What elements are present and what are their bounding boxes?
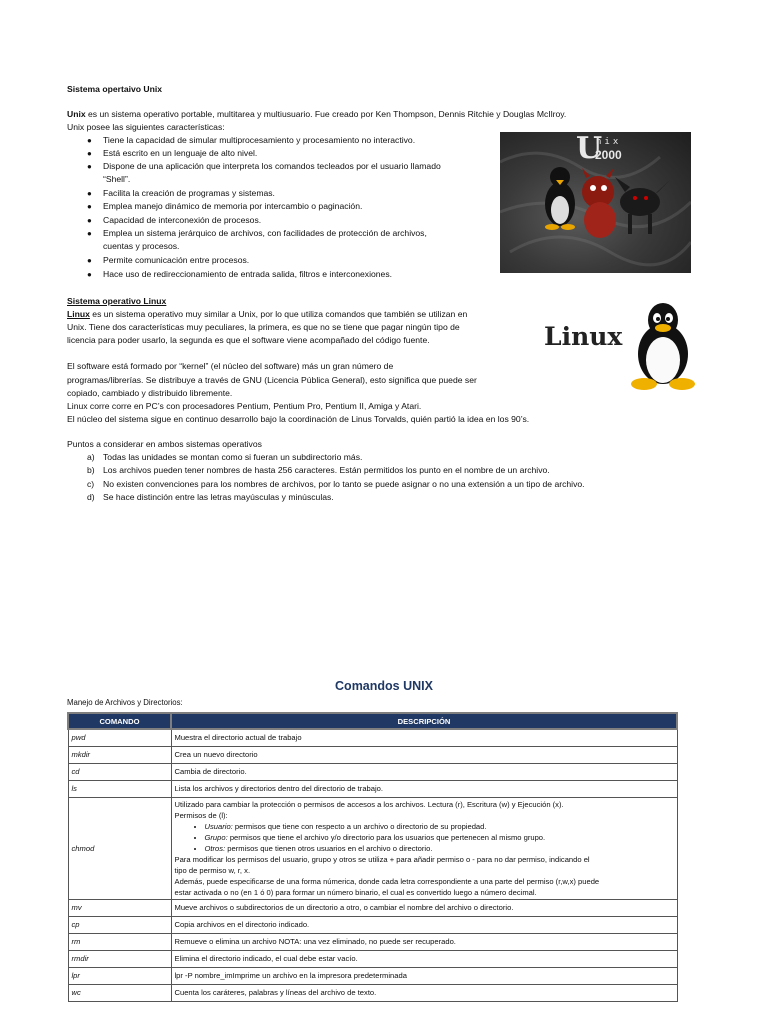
chmod-line: Utilizado para cambiar la protección o permisos de accesos a los archivos. Lectura (r), Escritura (w) y Ejecución (x). (174, 799, 564, 809)
list-item-cont: “Shell”. (103, 174, 131, 184)
list-item: Capacidad de interconexión de procesos. (103, 215, 262, 225)
unix-logo-year: 2000 (595, 148, 622, 162)
list-item-cont: cuentas y procesos. (103, 241, 180, 251)
command-cell: cp (68, 916, 171, 933)
unix-logo-u: U (576, 132, 603, 166)
list-item: Permite comunicación entre procesos. (103, 255, 250, 265)
command-cell: cd (68, 763, 171, 780)
command-cell: ls (68, 780, 171, 797)
linux-line: copiado, cambiado y distribuido libremente. (67, 388, 233, 398)
list-item: Está escrito en un lenguaje de alto nivel. (103, 148, 258, 158)
commands-subtitle: Manejo de Archivos y Directorios: (67, 698, 183, 707)
list-item: Tiene la capacidad de simular multiprocesamiento y procesamiento no interactivo. (103, 135, 416, 145)
list-marker: d) (87, 492, 95, 502)
unix-title: Sistema opertaivo Unix (67, 84, 163, 94)
header-description: DESCRIPCIÓN (171, 713, 677, 729)
description-cell: Remueve o elimina un archivo NOTA: una vez eliminado, no puede ser recuperado. (171, 933, 677, 950)
perm-text: permisos que tiene con respecto a un archivo o directorio de su propiedad. (232, 821, 487, 831)
description-cell: Cambia de directorio. (171, 763, 677, 780)
bullet: ● (87, 216, 92, 225)
chmod-line: Permisos de (l): (174, 810, 228, 820)
description-cell: Muestra el directorio actual de trabajo (171, 729, 677, 746)
bullet: ● (87, 136, 92, 145)
chmod-line: Para modificar los permisos del usuario, grupo y otros se utiliza + para añadir permiso o - para no dar permiso, indicando el (174, 854, 590, 864)
command-cell: pwd (68, 729, 171, 746)
list-item: Todas las unidades se montan como si fueran un subdirectorio más. (103, 452, 363, 462)
table-header-row (68, 713, 677, 729)
list-item (205, 821, 674, 832)
bullet: ● (87, 162, 92, 171)
commands-table (67, 712, 678, 1002)
table-row (68, 763, 677, 780)
list-item: Se hace distinción entre las letras mayúsculas y minúsculas. (103, 492, 334, 502)
description-cell: Lista los archivos y directorios dentro del directorio de trabajo. (171, 780, 677, 797)
list-item: Emplea manejo dinámico de memoria por intercambio o paginación. (103, 201, 363, 211)
command-cell: mv (68, 899, 171, 916)
linux-line: Unix. Tiene dos características muy peculiares, la primera, es que no se tiene que pagar ningún tipo de (67, 322, 460, 332)
header-command: COMANDO (68, 713, 171, 729)
unix-logo-text: nix (596, 137, 622, 147)
bullet: ● (87, 202, 92, 211)
chmod-line: tipo de permiso w, r, x. (174, 865, 251, 875)
linux-line: Linux corre corre en PC’s con procesadores Pentium, Pentium Pro, Pentium II, Amiga y Atari. (67, 401, 422, 411)
perm-label: Usuario: (204, 821, 233, 831)
bullet: ● (87, 189, 92, 198)
list-item: No existen convenciones para los nombres de archivos, por lo tanto se puede asignar o no una extensión a un tipo de archivo. (103, 479, 585, 489)
chmod-line: Además, puede especificarse de una forma númerica, donde cada letra correspondiente a una parte del permiso (r,w,x) puede (174, 876, 600, 886)
unix-intro-rest: es un sistema operativo portable, multitarea y multiusuario. Fue creado por Ken Thompson, Dennis Ritchie y Douglas McIlroy. (85, 109, 567, 119)
unix-features-intro: Unix posee las siguientes características: (67, 122, 225, 132)
linux-line: licencia para poder usarlo, la segunda es que el software viene acompañado del código fuente. (67, 335, 430, 345)
linux-line-rest: es un sistema operativo muy similar a Unix, por lo que utiliza comandos que también se utilizan en (89, 309, 468, 319)
unix-intro-bold: Unix (67, 109, 86, 119)
linux-line (67, 308, 467, 321)
list-item: Emplea un sistema jerárquico de archivos, con facilidades de protección de archivos, (103, 228, 427, 238)
table-row (68, 899, 677, 916)
linux-logo (538, 300, 702, 392)
description-cell: Elimina el directorio indicado, el cual debe estar vacío. (171, 950, 677, 967)
list-item (205, 843, 674, 854)
linux-lead-word: Linux (67, 309, 90, 319)
command-cell: lpr (68, 967, 171, 984)
perm-label: Grupo: (204, 832, 228, 842)
linux-title: Sistema operativo Linux (67, 296, 167, 306)
command-cell: wc (68, 984, 171, 1001)
command-cell: chmod (68, 797, 171, 899)
chmod-line: estar activada o no (en 1 ó 0) para formar un número binario, el cual es convertido luego a número decimal. (174, 887, 537, 897)
description-cell: Mueve archivos o subdirectorios de un directorio a otro, o cambiar el nombre del archivo o directorio. (171, 899, 677, 916)
unix-2000-image (500, 132, 691, 273)
command-cell: rmdir (68, 950, 171, 967)
description-cell: Crea un nuevo directorio (171, 746, 677, 763)
list-item: Facilita la creación de programas y sistemas. (103, 188, 275, 198)
description-cell: lpr -P nombre_imImprime un archivo en la impresora predeterminada (171, 967, 677, 984)
description-cell: Copia archivos en el directorio indicado. (171, 916, 677, 933)
table-row (68, 916, 677, 933)
linux-line: El núcleo del sistema sigue en continuo desarrollo bajo la coordinación de Linus Torvalds, quién partió la idea en los 90’s. (67, 414, 530, 424)
list-marker: b) (87, 465, 95, 475)
perm-label: Otros: (204, 843, 226, 853)
list-marker: a) (87, 452, 95, 462)
linux-line: programas/librerías. Se distribuye a través de GNU (Licencia Pública General), esto significa que puede ser (67, 375, 477, 385)
perm-text: permisos que tienen otros usuarios en el archivo o directorio. (225, 843, 433, 853)
commands-title: Comandos UNIX (335, 679, 433, 693)
list-item: Hace uso de redireccionamiento de entrada salida, filtros e interconexiones. (103, 269, 393, 279)
table-row (68, 984, 677, 1001)
table-row (68, 746, 677, 763)
table-row (68, 950, 677, 967)
tux-penguin-icon (538, 300, 702, 392)
description-cell (171, 797, 677, 899)
list-marker: c) (87, 479, 95, 489)
table-row (68, 780, 677, 797)
unix-intro (67, 108, 566, 121)
list-item: Dispone de una aplicación que interpreta los comandos tecleados por el usuario llamado (103, 161, 441, 171)
table-row-chmod (68, 797, 677, 899)
list-item: Los archivos pueden tener nombres de hasta 256 caracteres. Están permitidos los punto en el nombre de un archivo. (103, 465, 550, 475)
command-cell: rm (68, 933, 171, 950)
table-row (68, 967, 677, 984)
bullet: ● (87, 270, 92, 279)
bullet: ● (87, 149, 92, 158)
table-row (68, 933, 677, 950)
bullet: ● (87, 229, 92, 238)
bullet: ● (87, 256, 92, 265)
command-cell: mkdir (68, 746, 171, 763)
points-intro: Puntos a considerar en ambos sistemas operativos (67, 439, 262, 449)
linux-line: El software está formado por “kernel” (el núcleo del software) más un gran número de (67, 361, 394, 371)
linux-logo-text: Linux (544, 322, 623, 351)
chmod-permissions-list (175, 821, 674, 854)
list-item (205, 832, 674, 843)
description-cell: Cuenta los caráteres, palabras y líneas del archivo de texto. (171, 984, 677, 1001)
perm-text: permisos que tiene el archivo y/o directorio para los usuarios que pertenecen al mismo grupo. (227, 832, 546, 842)
table-row (68, 729, 677, 746)
